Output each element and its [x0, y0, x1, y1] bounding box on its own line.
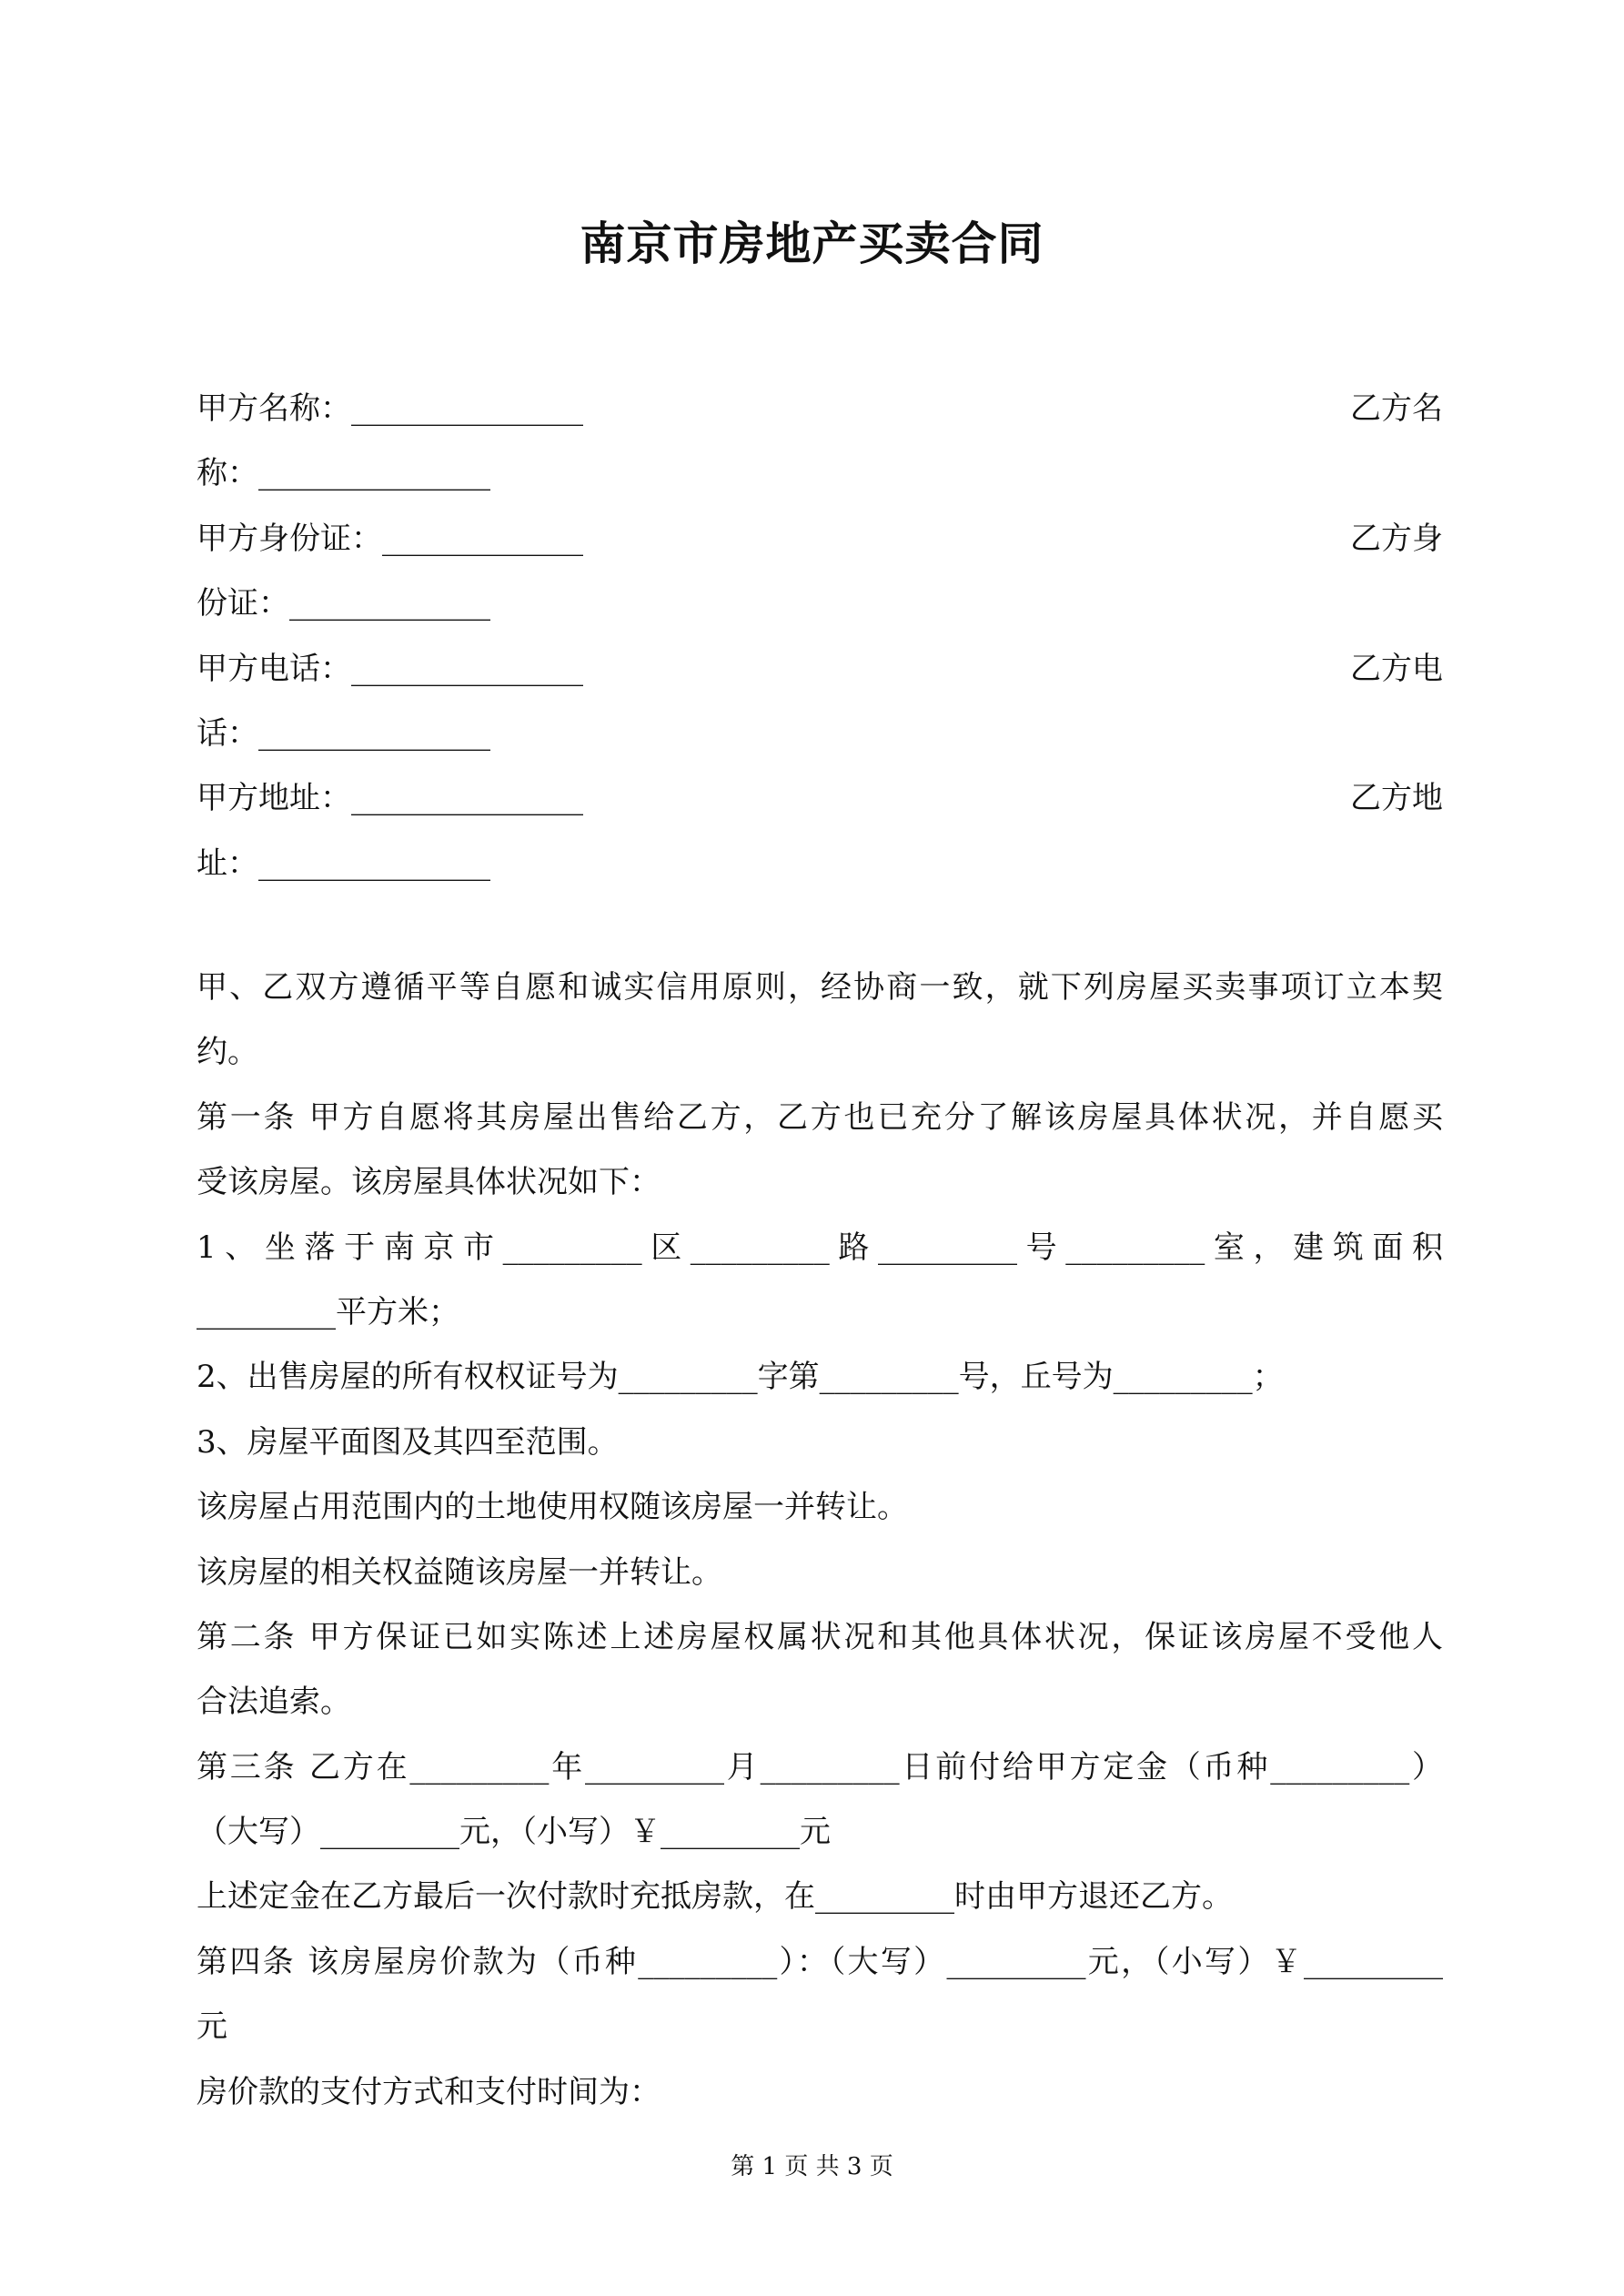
- document-title: 南京市房地产买卖合同: [580, 217, 1044, 270]
- party-b-id-cont: 份证：_____________: [197, 585, 490, 622]
- party-b-id-label: 乙方身: [1350, 520, 1443, 557]
- body-line: 上述定金在乙方最后一次付款时充抵房款，在_________时由甲方退还乙方。: [197, 1878, 1233, 1916]
- party-address-line: [197, 766, 1443, 831]
- party-a-id: 甲方身份证：_____________: [197, 520, 583, 557]
- party-b-name-cont: 称：_______________: [197, 455, 490, 492]
- body-line: 该房屋的相关权益随该房屋一并转让。: [197, 1553, 722, 1591]
- party-b-address-cont: 址：_______________: [197, 845, 490, 882]
- party-a-phone: 甲方电话：_______________: [197, 650, 583, 687]
- body-line: 3、房屋平面图及其四至范围。: [197, 1423, 619, 1461]
- party-a-name: 甲方名称：_______________: [197, 390, 583, 427]
- party-a-address: 甲方地址：_______________: [197, 780, 583, 817]
- body-line: 第三条 乙方在_________年_________月_________日前付给甲方定金（币种_________）: [197, 1748, 1443, 1785]
- page-number: 第 1 页 共 3 页: [731, 2153, 893, 2180]
- body-line: 房价款的支付方式和支付时间为：: [197, 2073, 661, 2110]
- body-line: 该房屋占用范围内的土地使用权随该房屋一并转让。: [197, 1489, 908, 1526]
- party-b-address-label: 乙方地: [1350, 780, 1443, 817]
- party-id-line: [197, 507, 1443, 571]
- party-info-section: [197, 377, 1443, 896]
- party-b-phone-cont: 话：_______________: [197, 714, 490, 752]
- body-line: 第二条 甲方保证已如实陈述上述房屋权属状况和其他具体状况，保证该房屋不受他人: [197, 1618, 1443, 1655]
- party-phone-line: [197, 637, 1443, 702]
- body-line: 元: [197, 2008, 227, 2046]
- body-line: 合法追索。: [197, 1684, 351, 1721]
- body-line: 第一条 甲方自愿将其房屋出售给乙方，乙方也已充分了解该房屋具体状况，并自愿买: [197, 1098, 1443, 1136]
- body-line: 1、坐落于南京市_________区_________路_________号_________室，建筑面积: [197, 1229, 1443, 1266]
- body-line: 约。: [197, 1034, 258, 1071]
- party-b-name-label: 乙方名: [1350, 390, 1443, 427]
- body-line: 第四条 该房屋房价款为（币种_________）：（大写）_________元，（小写）￥_________: [197, 1943, 1443, 1980]
- body-line: 受该房屋。该房屋具体状况如下：: [197, 1164, 661, 1201]
- body-line: 2、出售房屋的所有权权证号为_________字第_________号，丘号为_________；: [197, 1359, 1284, 1396]
- body-line: _________平方米；: [197, 1293, 459, 1330]
- body-line: 甲、乙双方遵循平等自愿和诚实信用原则，经协商一致，就下列房屋买卖事项订立本契: [197, 969, 1443, 1006]
- party-name-line: [197, 377, 1443, 441]
- body-line: （大写）_________元，（小写）￥_________元: [197, 1814, 831, 1851]
- contract-body: [197, 956, 1443, 2125]
- party-b-phone-label: 乙方电: [1350, 650, 1443, 687]
